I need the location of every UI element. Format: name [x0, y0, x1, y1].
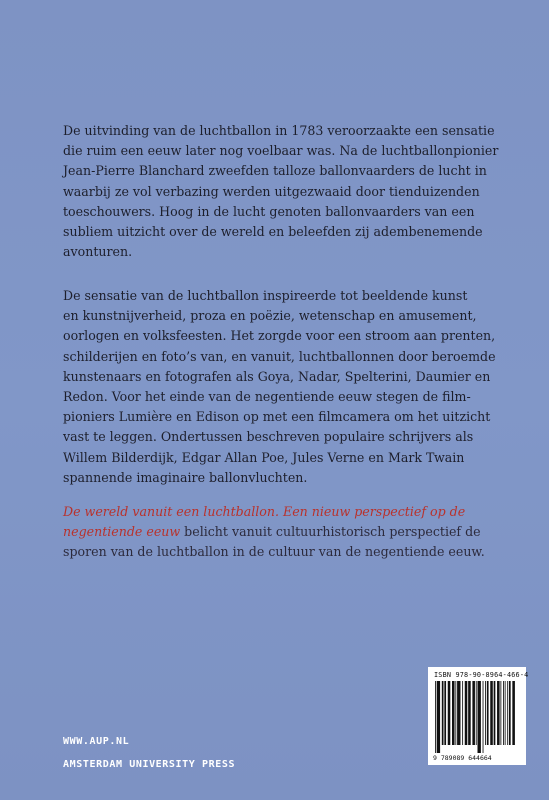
text-line: en kunstnijverheid, proza en poëzie, wetenschap en amusement, — [63, 308, 477, 324]
barcode-bar — [478, 681, 481, 753]
intro-paragraph — [63, 121, 518, 262]
text-line — [63, 522, 518, 542]
text-line: sporen van de luchtballon in de cultuur van de negentiende eeuw. — [63, 544, 485, 560]
text-line: subliem uitzicht over de wereld en beleefden zij adembenemende — [63, 224, 483, 240]
barcode-bar — [457, 681, 460, 745]
summary-text: belicht vanuit cultuurhistorisch perspectief de — [180, 524, 481, 540]
barcode-bar — [512, 681, 515, 745]
barcode-bar — [505, 681, 506, 745]
barcode-bar — [509, 681, 511, 745]
text-line: die ruim een eeuw later nog voelbaar was. Na de luchtballonpionier — [63, 143, 499, 159]
text-line: De uitvinding van de luchtballon in 1783 veroorzaakte een sensatie — [63, 123, 495, 138]
barcode-bar — [437, 681, 440, 753]
isbn-barcode — [428, 667, 529, 765]
barcode-bar — [452, 681, 455, 745]
text-line: Redon. Voor het einde van de negentiende eeuw stegen de film- — [63, 389, 471, 405]
barcode-bar — [444, 681, 446, 745]
text-line — [63, 502, 518, 522]
barcode-bar — [465, 681, 468, 745]
barcode-bar — [476, 681, 477, 745]
second-paragraph — [63, 286, 518, 488]
barcode-bar — [462, 681, 463, 745]
book-title-italic: De wereld vanuit een luchtballon. Een nieuw perspectief op de — [63, 504, 466, 519]
isbn-label: ISBN 978-90-8964-466-4 — [434, 671, 529, 679]
text-line: avonturen. — [63, 244, 133, 260]
text-line: schilderijen en foto’s van, en vanuit, luchtballonnen door beroemde — [63, 348, 496, 364]
barcode-bar — [483, 681, 484, 753]
text-line: oorlogen en volksfeesten. Het zorgde voor een stroom aan prenten, — [63, 328, 496, 344]
book-title-italic: negentiende eeuw — [63, 524, 181, 540]
barcode-bar — [472, 681, 475, 745]
text-line: De sensatie van de luchtballon inspireerde tot beeldende kunst — [63, 288, 468, 303]
barcode-bar — [487, 681, 489, 745]
barcode-bar — [500, 681, 501, 745]
text-line: toeschouwers. Hoog in de lucht genoten ballonvaarders van een — [63, 203, 475, 219]
barcode-bar — [455, 681, 456, 745]
publisher-name: AMSTERDAM UNIVERSITY PRESS — [63, 759, 236, 770]
text-line: vast te leggen. Ondertussen beschreven populaire schrijvers als — [63, 429, 474, 445]
publisher-website[interactable]: WWW.AUP.NL — [63, 736, 130, 747]
barcode-digits: 9 789089 644664 — [433, 754, 492, 762]
barcode-bar — [490, 681, 493, 745]
text-line: spannende imaginaire ballonvluchten. — [63, 469, 308, 485]
barcode-bar — [494, 681, 496, 745]
text-line: Jean-Pierre Blanchard zweefden talloze ballonvaarders de lucht in — [63, 163, 487, 179]
text-line: pioniers Lumière en Edison op met een filmcamera om het uitzicht — [63, 409, 491, 425]
text-line: waarbij ze vol verbazing werden uitgezwaaid door tienduizenden — [63, 183, 480, 199]
barcode-bar — [435, 681, 436, 753]
barcode-bar — [497, 681, 500, 745]
barcode-bar — [507, 681, 508, 745]
barcode-image — [432, 681, 522, 753]
text-line: kunstenaars en fotografen als Goya, Nadar, Spelterini, Daumier en — [63, 368, 491, 384]
barcode-bar — [485, 681, 486, 745]
barcode-bar — [468, 681, 471, 745]
barcode-bar — [442, 681, 444, 745]
barcode-bar — [503, 681, 504, 745]
barcode-bar — [448, 681, 451, 745]
text-line: Willem Bilderdijk, Edgar Allan Poe, Jules Verne en Mark Twain — [63, 449, 465, 465]
summary-paragraph — [63, 502, 518, 563]
